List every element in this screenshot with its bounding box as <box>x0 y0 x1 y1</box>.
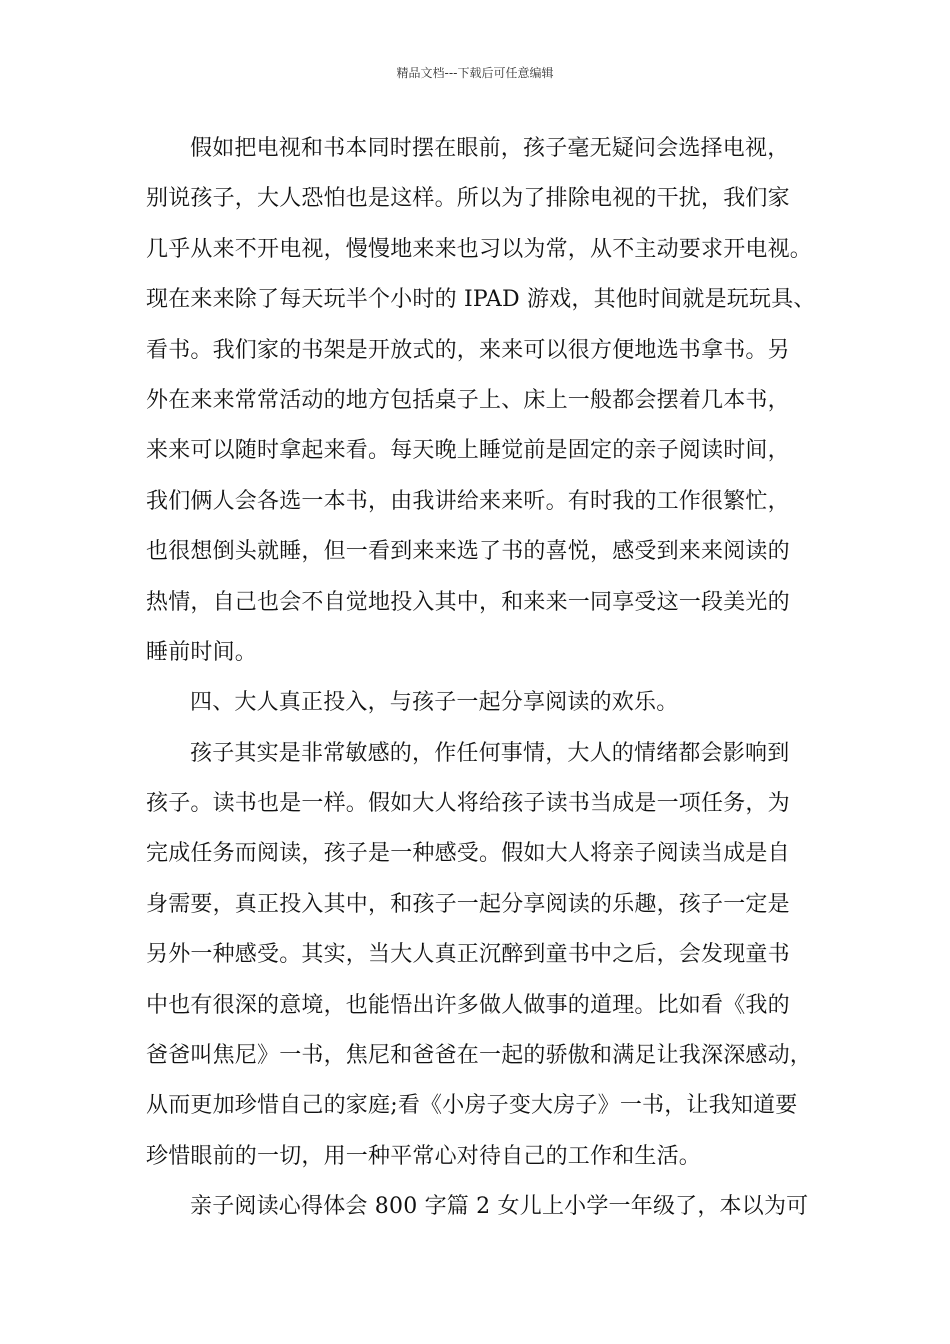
text-line: 外在来来常常活动的地方包括桌子上、床上一般都会摆着几本书， <box>146 387 790 413</box>
text-line: 中也有很深的意境，也能悟出许多做人做事的道理。比如看《我的 <box>146 992 790 1018</box>
text-line: 现在来来除了每天玩半个小时的 IPAD 游戏，其他时间就是玩玩具、 <box>146 287 816 313</box>
text-line: 几乎从来不开电视，慢慢地来来也习以为常，从不主动要求开电视。 <box>146 236 813 262</box>
text-line: 假如把电视和书本同时摆在眼前，孩子毫无疑问会选择电视， <box>190 136 790 161</box>
page-header: 精品文档---下载后可任意编辑 <box>396 66 554 80</box>
text-line: 孩子。读书也是一样。假如大人将给孩子读书当成是一项任务，为 <box>146 791 790 817</box>
text-line: 四、大人真正投入，与孩子一起分享阅读的欢乐。 <box>190 690 679 716</box>
text-line: 从而更加珍惜自己的家庭;看《小房子变大房子》一书，让我知道要 <box>146 1093 798 1119</box>
text-line: 爸爸叫焦尼》一书，焦尼和爸爸在一起的骄傲和满足让我深深感动， <box>146 1043 813 1069</box>
text-line: 也很想倒头就睡，但一看到来来选了书的喜悦，感受到来来阅读的 <box>146 539 790 565</box>
text-line: 珍惜眼前的一切，用一种平常心对待自己的工作和生活。 <box>146 1143 702 1169</box>
text-line: 亲子阅读心得体会 800 字篇 2 女儿上小学一年级了，本以为可 <box>190 1194 809 1220</box>
text-line: 孩子其实是非常敏感的，作任何事情，大人的情绪都会影响到 <box>190 740 790 766</box>
text-line: 别说孩子，大人恐怕也是这样。所以为了排除电视的干扰，我们家 <box>146 186 790 212</box>
text-line: 睡前时间。 <box>146 639 258 665</box>
text-line: 身需要，真正投入其中，和孩子一起分享阅读的乐趣，孩子一定是 <box>146 891 790 917</box>
text-line: 来来可以随时拿起来看。每天晚上睡觉前是固定的亲子阅读时间， <box>146 438 790 464</box>
document-body <box>146 124 816 1233</box>
text-line: 热情，自己也会不自觉地投入其中，和来来一同享受这一段美光的 <box>146 589 790 615</box>
text-line: 另外一种感受。其实，当大人真正沉醉到童书中之后，会发现童书 <box>146 942 790 968</box>
text-line: 完成任务而阅读，孩子是一种感受。假如大人将亲子阅读当成是自 <box>146 841 790 867</box>
text-line: 我们俩人会各选一本书，由我讲给来来听。有时我的工作很繁忙， <box>146 488 790 514</box>
text-line: 看书。我们家的书架是开放式的，来来可以很方便地选书拿书。另 <box>146 337 790 363</box>
